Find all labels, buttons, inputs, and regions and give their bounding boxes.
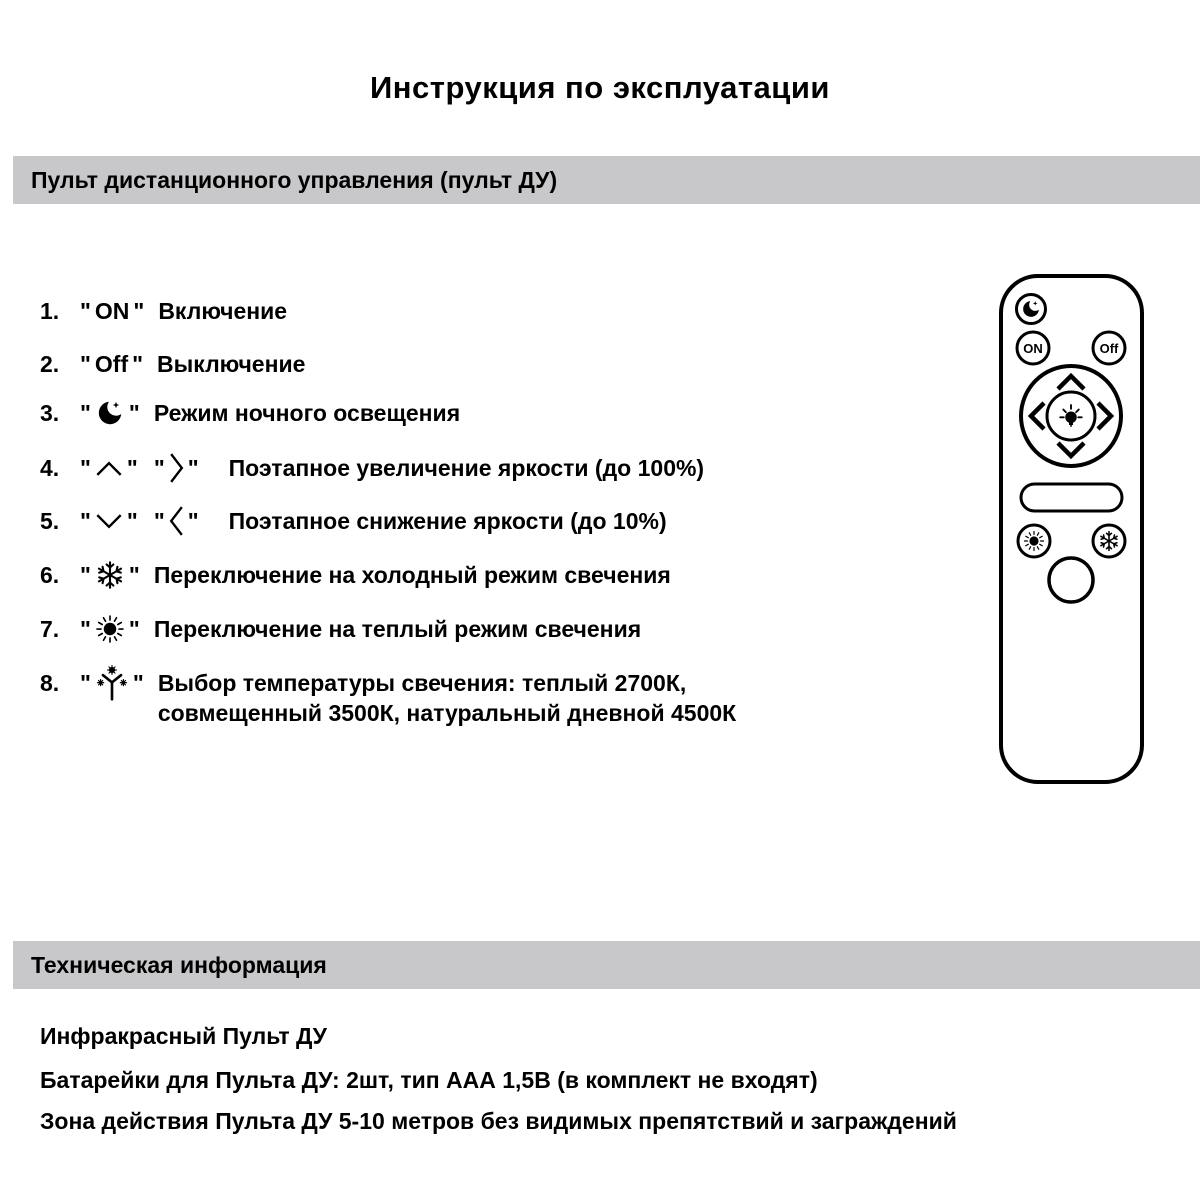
snowflake-icon (95, 560, 125, 590)
chevron-left-icon (169, 505, 184, 537)
quote-mark: " (133, 297, 145, 324)
quote-mark: " (80, 615, 91, 642)
item-number: 4. (40, 454, 60, 481)
item-number: 7. (40, 615, 60, 642)
item-description: Поэтапное увеличение яркости (до 100%) (228, 454, 705, 481)
quote-mark: " (128, 399, 140, 426)
chevron-up-icon (95, 460, 123, 477)
item-description: Переключение на холодный режим свечения (153, 561, 671, 588)
on-button (1017, 332, 1049, 364)
tech-line-range: Зона действия Пульта ДУ 5-10 метров без видимых препятствий и заграждений (40, 1108, 957, 1134)
list-item-4 (40, 450, 704, 486)
item-description: Включение (158, 297, 288, 324)
on-button-label: ON (94, 297, 130, 324)
sun-icon (95, 614, 125, 644)
list-item-7 (40, 611, 641, 647)
item-description (158, 665, 736, 728)
off-button (1093, 332, 1125, 364)
quote-mark: " (80, 399, 91, 426)
section-header-remote-label: Пульт дистанционного управления (пульт ДУ) (31, 166, 558, 193)
list-item-1 (40, 293, 287, 329)
cold-mode-button (1093, 525, 1125, 557)
item-description-line2: совмещенный 3500К, натуральный дневной 4500К (157, 700, 737, 726)
list-item-6 (40, 557, 671, 593)
quote-mark: " (187, 507, 199, 534)
quote-mark: " (126, 507, 138, 534)
off-button-text: Off (1099, 341, 1119, 356)
quote-mark: " (80, 350, 91, 377)
remote-illustration (992, 270, 1152, 790)
item-number: 5. (40, 507, 60, 534)
quote-mark: " (132, 350, 144, 377)
dpad (1021, 366, 1121, 466)
list-item-2 (40, 346, 305, 382)
warm-mode-button (1018, 525, 1050, 557)
item-description: Переключение на теплый режим свечения (153, 615, 642, 642)
page-title: Инструкция по эксплуатации (370, 70, 830, 105)
chevron-right-icon (169, 452, 184, 484)
item-description: Поэтапное снижение яркости (до 10%) (228, 507, 667, 534)
quote-mark: " (80, 507, 91, 534)
quote-mark: " (80, 297, 91, 324)
quote-mark: " (80, 670, 91, 696)
item-description-line1: Выбор температуры свечения: теплый 2700К, (157, 670, 687, 696)
item-number: 8. (40, 670, 60, 696)
chevron-down-icon (95, 513, 123, 530)
tech-line-batteries: Батарейки для Пульта ДУ: 2шт, тип ААА 1,5В (в комплект не входят) (40, 1067, 818, 1093)
crescent-moon-icon (95, 398, 125, 428)
quote-mark: " (153, 507, 165, 534)
section-header-tech-label: Техническая информация (31, 951, 327, 978)
quote-mark: " (187, 454, 199, 481)
section-header-remote (13, 156, 1200, 204)
list-item-5 (40, 503, 667, 539)
item-description: Выключение (157, 350, 306, 377)
quote-mark: " (128, 561, 140, 588)
pill-button (1021, 484, 1122, 511)
list-item-8 (40, 665, 736, 731)
quote-mark: " (128, 615, 140, 642)
quote-mark: " (132, 670, 144, 696)
night-mode-button (1017, 295, 1046, 324)
item-number: 3. (40, 399, 60, 426)
section-header-tech (13, 941, 1200, 989)
quote-mark: " (126, 454, 138, 481)
item-description: Режим ночного освещения (153, 399, 461, 426)
color-temperature-selector-icon (95, 665, 129, 701)
item-number: 6. (40, 561, 60, 588)
list-item-3 (40, 395, 460, 431)
on-button-text: ON (1023, 341, 1043, 356)
quote-mark: " (80, 561, 91, 588)
tech-line-ir: Инфракрасный Пульт ДУ (40, 1023, 327, 1049)
item-number: 2. (40, 350, 60, 377)
blank-round-button (1049, 558, 1093, 602)
quote-mark: " (80, 454, 91, 481)
quote-mark: " (153, 454, 165, 481)
off-button-label: Off (94, 350, 129, 377)
item-number: 1. (40, 297, 60, 324)
